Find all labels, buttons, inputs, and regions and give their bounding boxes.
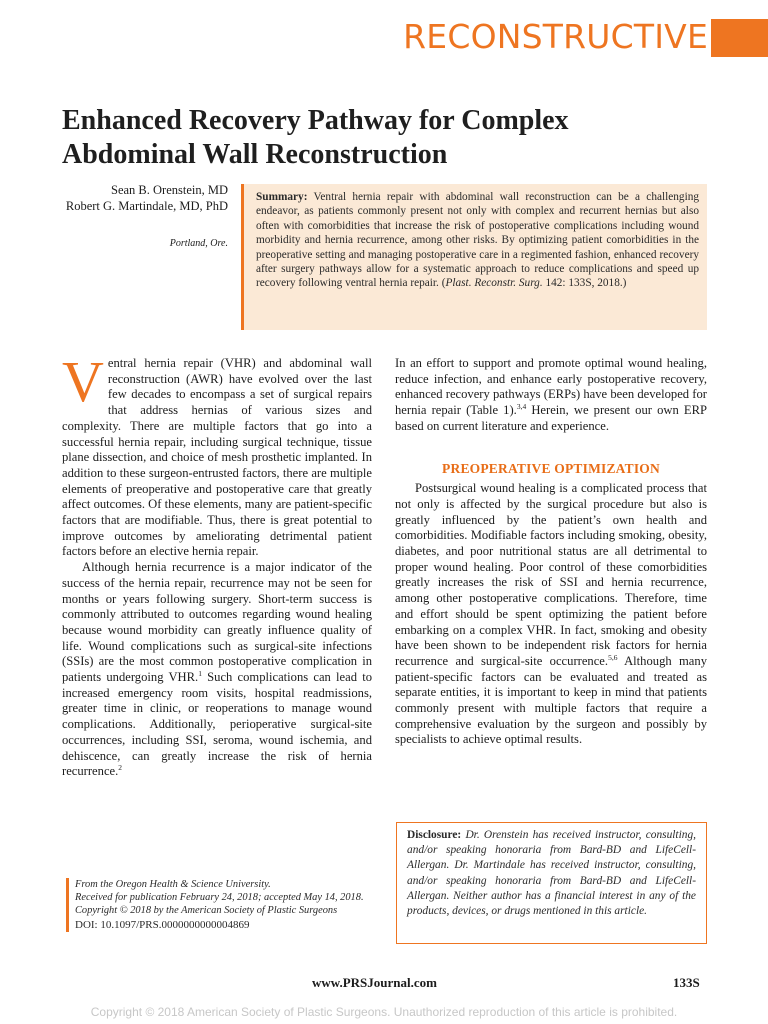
body-paragraph: Although hernia recurrence is a major indicator of the success of the hernia repair, recurrence may not be seen for months or years following surgery. Short-term success is commonly attributed to outcomes regarding wound healing because wound morbidity can greatly influence quality of life. Wound complications such as surgical-site infections (SSIs) are the most common postoperative complication in patients undergoing VHR.$^1$ Such complications can lead to increased emergency room visits, hospital readmissions, greater time in clinic, or reoperations to manage wound complications. Additionally, perioperative surgical-site occurrences, including SSI, seroma, wound ischemia, and dehiscence, can greatly increase the risk of hernia recurrence.$^2$ — [62, 560, 372, 779]
reference-marker[interactable]: 3,4 — [516, 401, 527, 411]
article-title: Enhanced Recovery Pathway for Complex Abdominal Wall Reconstruction — [62, 105, 569, 170]
author-name: Sean B. Orenstein, MD — [111, 183, 228, 197]
intro-paragraph: Ventral hernia repair (VHR) and abdominal wall reconstruction (AWR) have evolved over the last few decades to encompass a set of surgical repairs that address hernias of various sizes and complexity. There are multiple factors that go into a successful hernia repair, including surgical technique, tissue plane dissection, and choice of mesh prosthetic implanted. In addition to these surgeon-entrusted factors, there are multiple elements of preoperative and postoperative care that greatly affect outcomes. Of these elements, many are patient-specific factors that are modifiable. Thus, there is great potential to improve outcomes by ameliorating detrimental patient factors before an elective hernia repair. — [62, 349, 372, 559]
journal-website-link[interactable]: www.PRSJournal.com — [312, 975, 437, 990]
author-location: Portland, Ore. — [169, 238, 228, 249]
citation-journal: Plast. Reconstr. Surg. — [445, 277, 543, 290]
reference-marker[interactable]: 5,6 — [608, 652, 618, 662]
body-column-left — [62, 349, 372, 780]
body-paragraph-continued: In an effort to support and promote optimal wound healing, reduce infection, and enhance early postoperative recovery, enhanced recovery pathways (ERPs) have been developed for hernia repair (Table 1).$^{3,4}$ Herein, we present our own ERP based on current literature and experience. — [395, 356, 707, 433]
drop-cap: V — [62, 349, 104, 414]
page-number: 133S — [673, 975, 700, 990]
summary-box: Summary: Ventral hernia repair with abdominal wall reconstruction can be a challenging endeavor, as patients commonly present not only with complex and recurrent hernias but also often with comorbidities that increase the risk of postoperative complications including wound morbidity and hernia recurrence, among other risks. By optimizing patient comorbidities in the preoperative setting and managing postoperative care in a regimented fashion, enhanced recovery after surgery pathways allow for a systematic approach to reduce complications and speed up recovery following ventral hernia repair. (Plast. Reconstr. Surg. 142: 133S, 2018.) — [241, 184, 707, 330]
doi-link[interactable]: DOI: 10.1097/PRS.0000000000004869 — [75, 918, 250, 931]
copyright-watermark: Copyright © 2018 American Society of Plastic Surgeons. Unauthorized reproduction of this article is prohibited. — [90, 1005, 678, 1019]
citation-details: 142: 133S, 2018.) — [545, 277, 627, 290]
institution-note: From the Oregon Health & Science University. — [75, 879, 271, 890]
body-column-right — [395, 356, 707, 748]
author-name: Robert G. Martindale, MD, PhD — [65, 199, 228, 213]
body-paragraph: Postsurgical wound healing is a complicated process that not only is affected by the surgical procedure but also is greatly influenced by the patient’s own health and comorbidities. Modifiable factors including smoking, obesity, diabetes, and poor nutritional status are all detrimental to proper wound healing. Poor control of these comorbidities greatly increases the risk of SSI and hernia recurrence, among other postoperative complications. Therefore, time and effort should be spent optimizing the patient before embarking on a complex VHR. In fact, smoking and obesity have been shown to be independent risk factors for hernia recurrence and surgical-site occurrence.$^{5,6}$ Although many patient-specific factors can be evaluated and treated as separate entities, it is important to keep in mind that patients commonly present with multiple factors that require a comprehensive evaluation by the surgeon and possibly by specialists to achieve optimal results. — [395, 481, 707, 747]
article-footnote — [66, 878, 374, 932]
disclosure-text: Dr. Orenstein has received instructor, consulting, and/or speaking honoraria from Bard-BD and LifeCell-Allergan. Dr. Martindale has received instructor, consulting, and/or speaking honoraria from Bard-BD and LifeCell-Allergan. Neither author has a financial interest in any of the products, devices, or drugs mentioned in this article. — [407, 829, 696, 918]
disclosure-box — [396, 822, 707, 944]
summary-text: Ventral hernia repair with abdominal wall reconstruction can be a challenging endeavor, as patients commonly present not only with complex and recurrent hernias but also often with comorbidities that increase the risk of postoperative complications including wound morbidity and hernia recurrence, among other risks. By optimizing patient comorbidities in the preoperative setting and managing postoperative care in a regimented fashion, enhanced recovery after surgery pathways allow for a systematic approach to reduce complications and speed up recovery following ventral hernia repair. — [256, 191, 700, 290]
disclosure-label: Disclosure: — [407, 829, 462, 841]
received-note: Received for publication February 24, 2018; accepted May 14, 2018. — [75, 892, 364, 904]
section-heading: PREOPERATIVE OPTIMIZATION — [442, 460, 660, 476]
section-label: RECONSTRUCTIVE — [403, 17, 708, 56]
copyright-note: Copyright © 2018 by the American Society of Plastic Surgeons — [75, 905, 338, 917]
section-accent-bar — [711, 19, 768, 57]
author-list — [40, 182, 228, 214]
reference-marker[interactable]: 2 — [118, 763, 123, 773]
reference-marker[interactable]: 1 — [198, 668, 202, 678]
summary-label: Summary: — [256, 191, 308, 203]
